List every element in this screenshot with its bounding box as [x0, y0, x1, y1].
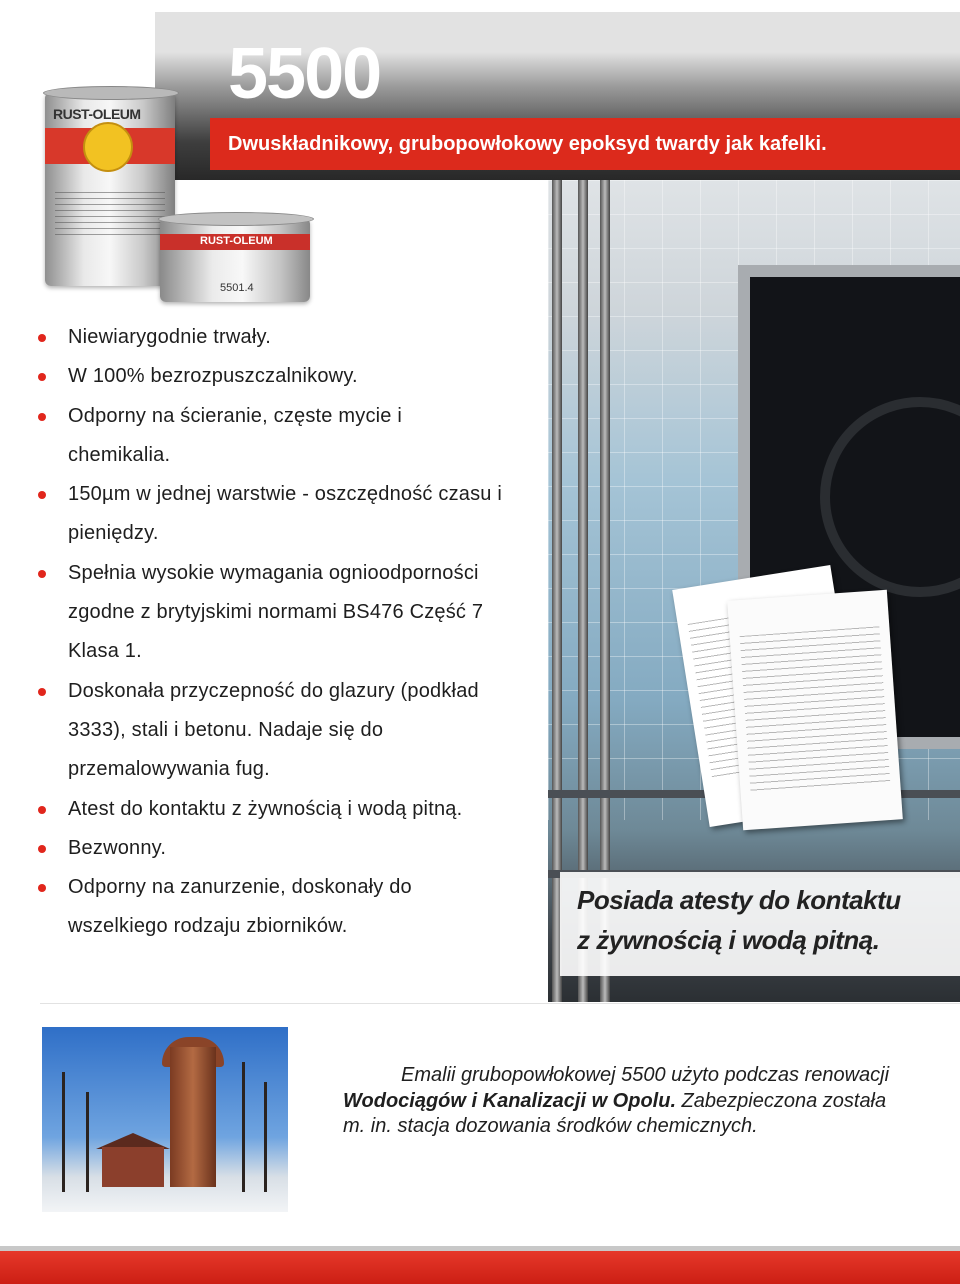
- bullet-icon: [38, 806, 46, 814]
- photo-caption: [577, 880, 957, 960]
- page-title: 5500: [228, 34, 381, 114]
- tree: [264, 1082, 267, 1192]
- footer-red-bar: [0, 1251, 960, 1284]
- tree: [86, 1092, 89, 1192]
- water-tower: [170, 1047, 216, 1187]
- can-lid: [158, 212, 314, 226]
- tree: [242, 1062, 245, 1192]
- product-can-large: [45, 92, 175, 286]
- feature-text: Atest do kontaktu z żywnością i wodą pitną.: [68, 797, 463, 820]
- feature-text: Doskonała przyczepność do glazury (podkład 3333), stali i betonu. Nadaje się do przemalowywania fug.: [68, 679, 479, 781]
- bullet-icon: [38, 845, 46, 853]
- tree: [62, 1072, 65, 1192]
- caption-line-2: z żywnością i wodą pitną.: [577, 925, 880, 955]
- bullet-icon: [38, 491, 46, 499]
- feature-text: Odporny na zanurzenie, doskonały do wszelkiego rodzaju zbiorników.: [68, 876, 412, 938]
- section-divider: [40, 1003, 960, 1004]
- can-brand-label: RUST-OLEUM: [53, 106, 141, 122]
- hatch-wheel: [820, 397, 960, 597]
- feature-text: W 100% bezrozpuszczalnikowy.: [68, 365, 358, 388]
- caption-line-1: Posiada atesty do kontaktu: [577, 885, 901, 915]
- water-tower-photo: [42, 1027, 288, 1212]
- feature-item: [38, 829, 538, 868]
- can-fine-print: [55, 192, 165, 236]
- can-lid: [43, 86, 179, 100]
- feature-text: Spełnia wysokie wymagania ognioodporności zgodne z brytyjskimi normami BS476 Część 7 Klasa 1.: [68, 561, 484, 663]
- bullet-icon: [38, 688, 46, 696]
- product-can-small: [160, 218, 310, 302]
- reference-bold: Wodociągów i Kanalizacji w Opolu.: [343, 1089, 676, 1112]
- can-code-label: 5501.4: [220, 282, 254, 294]
- feature-item: [38, 475, 518, 554]
- reference-part-2: Zabezpieczona została m. in. stacja dozowania środków chemicznych.: [343, 1089, 887, 1137]
- reference-text: [343, 1063, 903, 1140]
- bullet-icon: [38, 570, 46, 578]
- page-subtitle: Dwuskładnikowy, grubopowłokowy epoksyd twardy jak kafelki.: [228, 133, 827, 155]
- can-badge-icon: [83, 122, 133, 172]
- feature-item: [38, 318, 538, 357]
- reference-part-1: Emalii grubopowłokowej 5500 użyto podczas renowacji: [401, 1064, 890, 1086]
- feature-text: Bezwonny.: [68, 836, 167, 859]
- feature-item: [38, 357, 538, 396]
- bullet-icon: [38, 373, 46, 381]
- bullet-icon: [38, 334, 46, 342]
- feature-text: Niewiarygodnie trwały.: [68, 326, 271, 348]
- feature-item: [38, 397, 488, 476]
- feature-item: [38, 790, 508, 829]
- feature-item: [38, 672, 538, 790]
- can-brand-label: RUST-OLEUM: [200, 235, 273, 247]
- house: [102, 1147, 164, 1187]
- bullet-icon: [38, 413, 46, 421]
- feature-list: [38, 318, 538, 947]
- feature-text: 150µm w jednej warstwie - oszczędność czasu i pieniędzy.: [68, 483, 503, 545]
- bullet-icon: [38, 884, 46, 892]
- document-text-lines: [740, 626, 891, 795]
- feature-item: [38, 554, 518, 672]
- certificate-document: [727, 590, 903, 831]
- feature-item: [38, 868, 508, 947]
- feature-text: Odporny na ścieranie, częste mycie i chemikalia.: [68, 404, 403, 466]
